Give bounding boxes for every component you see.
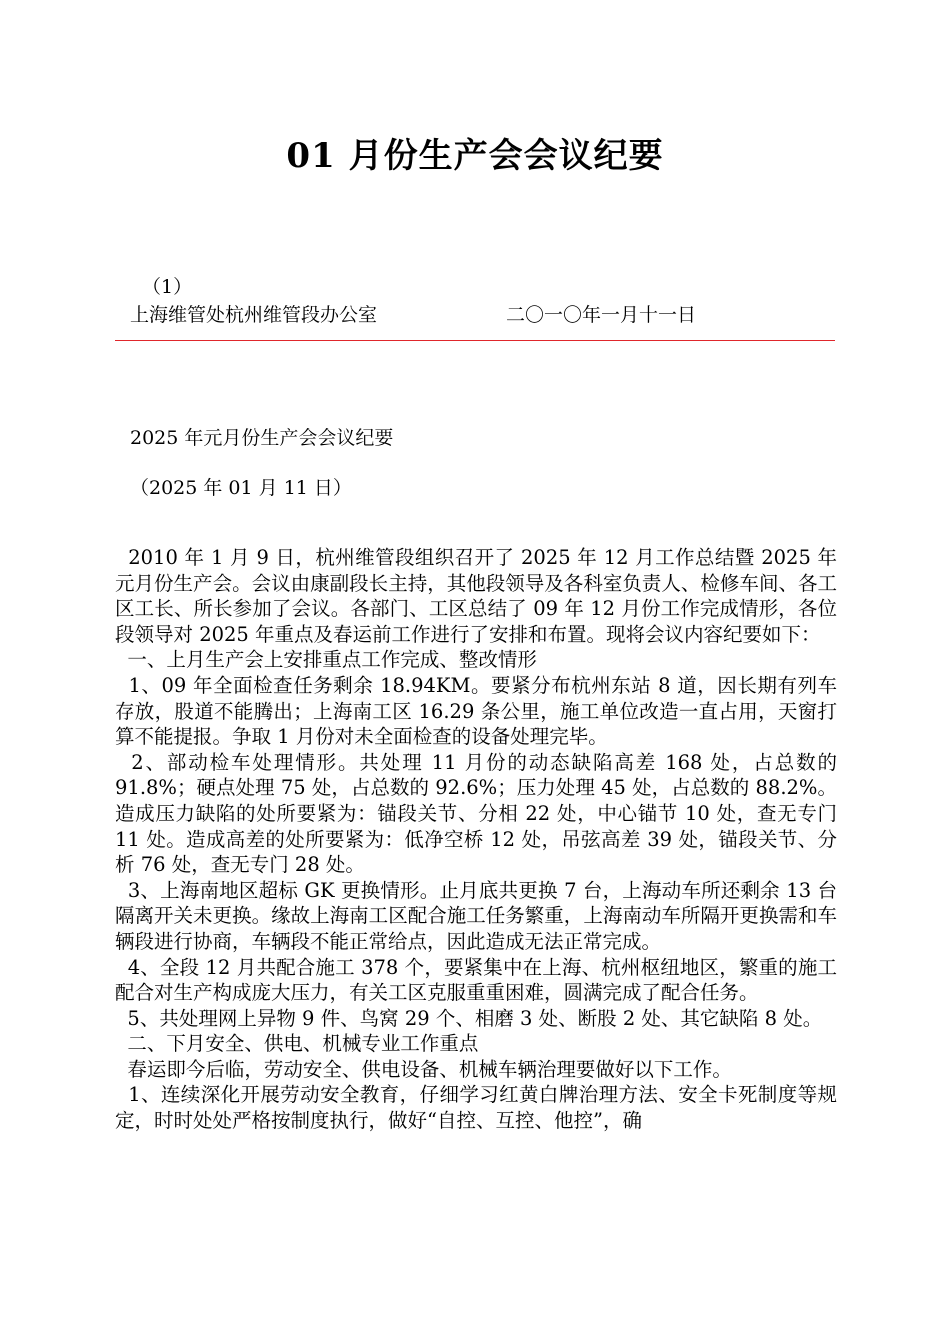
header-divider [115, 340, 835, 341]
section-heading: 二、下月安全、供电、机械专业工作重点 [115, 1032, 479, 1056]
body-paragraph: 1、09 年全面检查任务剩余 18.94KM。要紧分布杭州东站 8 道，因长期有列车存放，股道不能腾出；上海南工区 16.29 条公里，施工单位改造一直占用，天窗打算不能提报。争取 1 月份对未全面检查的设备处理完毕。 [115, 673, 837, 749]
issuing-office: 上海维管处杭州维管段办公室 [130, 304, 378, 326]
meeting-date: （2025 年 01 月 11 日） [130, 477, 352, 499]
document-body [115, 545, 844, 1134]
section-heading: 一、上月生产会上安排重点工作完成、整改情形 [115, 648, 537, 672]
meeting-title: 2025 年元月份生产会会议纪要 [130, 427, 394, 449]
document-header [130, 300, 697, 327]
body-paragraph: 5、共处理网上异物 9 件、鸟窝 29 个、相磨 3 处、断股 2 处、其它缺陷 8 处。 [115, 1006, 823, 1030]
page-title: 01 月份生产会会议纪要 [286, 136, 664, 176]
body-paragraph: 4、全段 12 月共配合施工 378 个，要紧集中在上海、杭州枢纽地区，繁重的施工配合对生产构成庞大压力，有关工区克服重重困难，圆满完成了配合任务。 [115, 955, 837, 1005]
body-paragraph: 3、上海南地区超标 GK 更换情形。止月底共更换 7 台，上海动车所还剩余 13 台隔离开关未更换。缘故上海南工区配合施工任务繁重，上海南动车所隔开更换需和车辆段进行协商，车辆段不能正常给点，因此造成无法正常完成。 [115, 878, 837, 953]
body-paragraph: 1、连续深化开展劳动安全教育，仔细学习红黄白牌治理方法、安全卡死制度等规定，时时处处严格按制度执行，做好“自控、互控、他控”，确 [115, 1083, 837, 1133]
body-paragraph: 春运即今后临，劳动安全、供电设备、机械车辆治理要做好以下工作。 [115, 1057, 732, 1081]
body-paragraph: 2010 年 1 月 9 日，杭州维管段组织召开了 2025 年 12 月工作总结暨 2025 年元月份生产会。会议由康副段长主持，其他段领导及各科室负责人、检修车间、各工区工长、所长参加了会议。各部门、工区总结了 09 年 12 月份工作完成情形，各位段领导对 2025 年重点及春运前工作进行了安排和布置。现将会议内容纪要如下： [115, 546, 837, 646]
body-paragraph: 2、部动检车处理情形。共处理 11 月份的动态缺陷高差 168 处，占总数的 91.8%；硬点处理 75 处，占总数的 92.6%；压力处理 45 处，占总数的 88.2%。造成压力缺陷的处所要紧为：锚段关节、分相 22 处，中心锚节 10 处，查无专门 11 处。造成高差的处所要紧为：低净空桥 12 处，吊弦高差 39 处，锚段关节、分析 76 处，查无专门 28 处。 [115, 750, 844, 877]
issue-number: （1） [142, 276, 193, 298]
issue-date: 二〇一〇年一月十一日 [506, 304, 697, 326]
